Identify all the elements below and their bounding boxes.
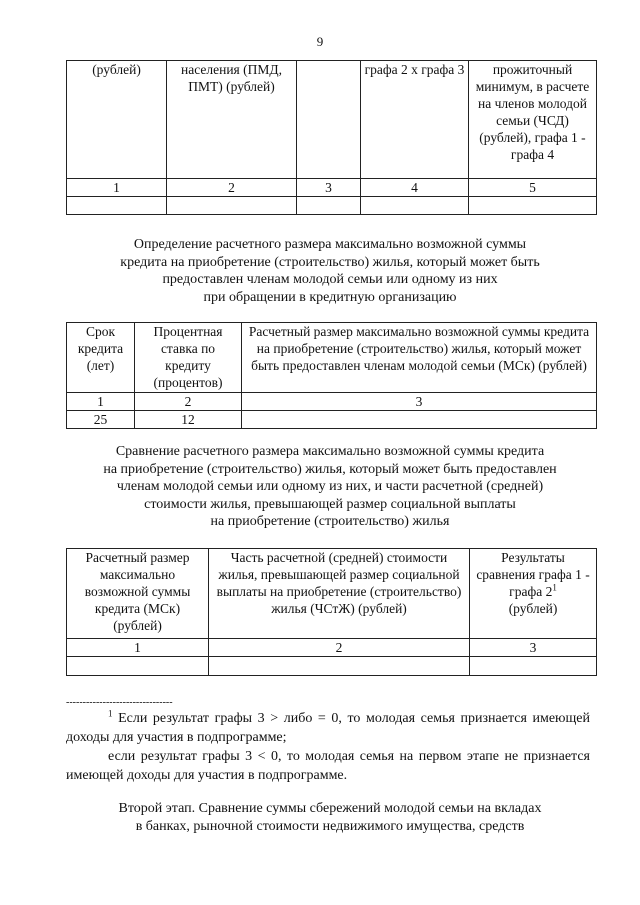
heading-line: на приобретение (строительство) жилья (210, 514, 450, 529)
column-number: 5 (469, 179, 597, 197)
heading-line: предоставлен членам молодой семьи или одному из них (162, 272, 498, 287)
heading-line: в банках, рыночной стоимости недвижимого имущества, средств (135, 818, 525, 834)
table-income (66, 60, 597, 215)
table-row (67, 61, 597, 179)
heading-line: Сравнение расчетного размера максимально возможной суммы кредита (115, 444, 545, 459)
column-number: 4 (361, 179, 469, 197)
table-row (67, 411, 597, 429)
table-cell: Часть расчетной (средней) стоимости жилья, превышающей размер социальной выплаты на приобретение (строительство) жилья (ЧСтЖ) (рублей) (209, 549, 470, 639)
heading-line: кредита на приобретение (строительство) жилья, который может быть (120, 254, 540, 270)
heading-line: членам молодой семьи или одному из них, и части расчетной (средней) (116, 479, 544, 494)
table-row (67, 657, 597, 676)
column-number: 2 (167, 179, 297, 197)
footnote-ref: 1 (552, 582, 557, 593)
table-row (67, 323, 597, 393)
footnote-marker: 1 (108, 708, 113, 719)
table-cell-unit: (рублей) (508, 601, 558, 616)
column-number: 1 (67, 639, 209, 657)
table-cell: (рублей) (67, 61, 167, 179)
table-row (67, 179, 597, 197)
table-row (67, 393, 597, 411)
table-row (67, 197, 597, 215)
table-cell: населения (ПМД, ПМТ) (рублей) (167, 61, 297, 179)
credit-term-value: 25 (67, 411, 135, 429)
section-heading-credit (60, 236, 600, 306)
credit-amount-value (242, 411, 597, 429)
footnote-line-1: $^1$ Если результат графы 3 > либо = 0, то молодая семья признается имеющей доходы для участия в подпрограмме; (66, 708, 591, 745)
section-heading-comparison (60, 443, 600, 531)
heading-line: при обращении в кредитную организацию (203, 289, 457, 305)
heading-line: Второй этап. Сравнение суммы сбережений молодой семьи на вкладах (118, 801, 542, 816)
footnote (66, 709, 590, 785)
table-cell: Срок кредита (лет) (67, 323, 135, 393)
heading-line: на приобретение (строительство) жилья, который может быть предоставлен (103, 461, 557, 477)
page-number: 9 (316, 34, 324, 49)
interest-rate-value: 12 (135, 411, 242, 429)
table-cell: Процентная ставка по кредиту (процентов) (135, 323, 242, 393)
table-cell (297, 61, 361, 179)
column-number: 2 (135, 393, 242, 411)
table-cell (470, 549, 597, 639)
table-cell-text: Результаты сравнения графа 1 - графа 2 (476, 550, 590, 599)
table-cell: графа 2 х графа 3 (361, 61, 469, 179)
column-number: 3 (470, 639, 597, 657)
column-number: 3 (297, 179, 361, 197)
table-cell: прожиточный минимум, в расчете на членов молодой семьи (ЧСД) (рублей), графа 1 - графа 4 (469, 61, 597, 179)
column-number: 1 (67, 393, 135, 411)
table-comparison (66, 548, 597, 676)
footnote-line-2: если результат графы 3 < 0, то молодая семья на первом этапе не признается имеющей доходы для участия в подпрограмме. (66, 749, 590, 783)
column-number: 1 (67, 179, 167, 197)
table-row (67, 639, 597, 657)
table-credit (66, 322, 597, 429)
table-cell: Расчетный размер максимально возможной суммы кредита (МСк) (рублей) (67, 549, 209, 639)
section-heading-stage-two (60, 800, 600, 835)
heading-line: Определение расчетного размера максимально возможной суммы (133, 237, 527, 252)
column-number: 2 (209, 639, 470, 657)
heading-line: стоимости жилья, превышающей размер социальной выплаты (144, 496, 516, 512)
column-number: 3 (242, 393, 597, 411)
footnote-rule: -------------------------------- (66, 697, 173, 708)
table-row (67, 549, 597, 639)
table-cell: Расчетный размер максимально возможной суммы кредита на приобретение (строительство) жилья, который может быть предоставлен членам молодой семьи (МСк) (рублей) (242, 323, 597, 393)
